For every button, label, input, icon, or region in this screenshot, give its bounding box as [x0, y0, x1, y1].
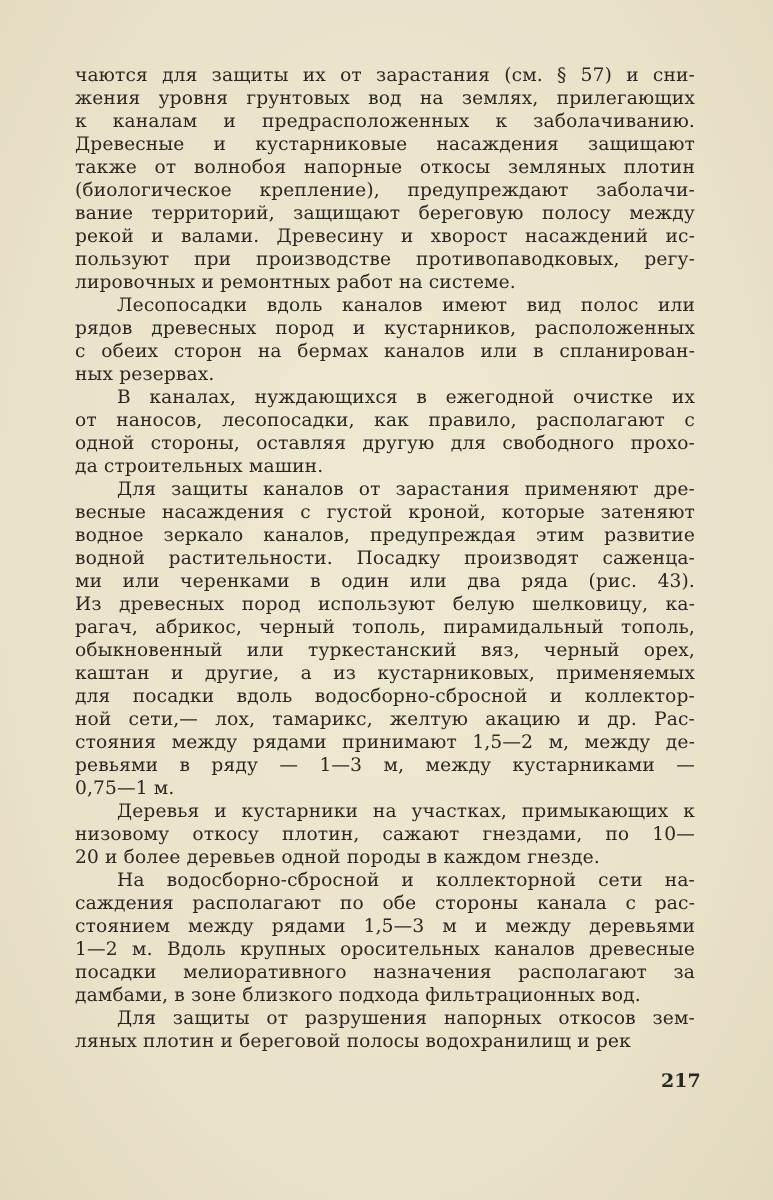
text-line: 20 и более деревьев одной породы в каждом гнезде.: [75, 847, 600, 868]
text-line: Древесные и кустарниковые насаждения защищают: [75, 134, 695, 155]
text-line: ной сети,— лох, тамарикс, желтую акацию и др. Рас-: [75, 709, 695, 730]
text-line: от наносов, лесопосадки, как правило, располагают с: [75, 410, 695, 431]
text-line: ных резервах.: [75, 364, 215, 385]
text-line: одной стороны, оставляя другую для свободного прохо-: [75, 433, 695, 454]
paragraph: [75, 478, 695, 800]
paragraph: [75, 386, 695, 478]
text-line: 1—2 м. Вдоль крупных оросительных каналов древесные: [75, 939, 695, 960]
text-line: ревьями в ряду — 1—3 м, между кустарниками —: [75, 755, 695, 776]
text-line: ми или черенками в один или два ряда (рис. 43).: [75, 571, 695, 592]
text-line: водной растительности. Посадку производят саженца-: [75, 548, 695, 569]
text-line: Для защиты каналов от зарастания применяют дре-: [117, 479, 695, 500]
text-line: да строительных машин.: [75, 456, 324, 477]
text-line: рагач, абрикос, черный тополь, пирамидальный тополь,: [75, 617, 695, 638]
text-line: Лесопосадки вдоль каналов имеют вид полос или: [117, 295, 695, 316]
text-line: рядов древесных пород и кустарников, расположенных: [75, 318, 695, 339]
text-line: (биологическое крепление), предупреждают заболачи-: [75, 180, 695, 201]
paragraph: [75, 64, 695, 294]
text-line: низовому откосу плотин, сажают гнездами, по 10—: [75, 824, 695, 845]
text-line: водное зеркало каналов, предупреждая этим развитие: [75, 525, 695, 546]
text-line: обыкновенный или туркестанский вяз, черный орех,: [75, 640, 695, 661]
text-line: стояния между рядами принимают 1,5—2 м, между де-: [75, 732, 695, 753]
body-text: [75, 64, 695, 1053]
text-line: вание территорий, защищают береговую полосу между: [75, 203, 695, 224]
text-line: для посадки вдоль водосборно-сбросной и коллектор-: [75, 686, 695, 707]
text-line: весные насаждения с густой кроной, которые затеняют: [75, 502, 695, 523]
text-line: чаются для защиты их от зарастания (см. § 57) и сни-: [75, 65, 695, 86]
text-line: На водосборно-сбросной и коллекторной сети на-: [117, 870, 695, 891]
text-line: каштан и другие, а из кустарниковых, применяемых: [75, 663, 695, 684]
text-line: Для защиты от разрушения напорных откосов зем-: [117, 1008, 695, 1029]
text-line: 0,75—1 м.: [75, 778, 175, 799]
text-line: стоянием между рядами 1,5—3 м и между деревьями: [75, 916, 695, 937]
paragraph: [75, 1007, 695, 1053]
text-line: дамбами, в зоне близкого подхода фильтрационных вод.: [75, 985, 641, 1006]
text-line: к каналам и предрасположенных к заболачиванию.: [75, 111, 695, 132]
paragraph: [75, 294, 695, 386]
text-line: также от волнобоя напорные откосы земляных плотин: [75, 157, 695, 178]
text-line: посадки мелиоративного назначения располагают за: [75, 962, 695, 983]
text-line: лировочных и ремонтных работ на системе.: [75, 272, 516, 293]
text-line: с обеих сторон на бермах каналов или в спланирован-: [75, 341, 695, 362]
text-line: В каналах, нуждающихся в ежегодной очистке их: [117, 387, 695, 408]
text-line: саждения располагают по обе стороны канала с рас-: [75, 893, 695, 914]
text-line: Деревья и кустарники на участках, примыкающих к: [117, 801, 695, 822]
page-number: 217: [661, 1070, 701, 1092]
text-line: рекой и валами. Древесину и хворост насаждений ис-: [75, 226, 695, 247]
text-line: жения уровня грунтовых вод на землях, прилегающих: [75, 88, 695, 109]
text-line: ляных плотин и береговой полосы водохранилищ и рек: [75, 1031, 631, 1052]
text-line: Из древесных пород используют белую шелковицу, ка-: [75, 594, 695, 615]
paragraph: [75, 800, 695, 869]
text-line: пользуют при производстве противопаводковых, регу-: [75, 249, 695, 270]
paragraph: [75, 869, 695, 1007]
